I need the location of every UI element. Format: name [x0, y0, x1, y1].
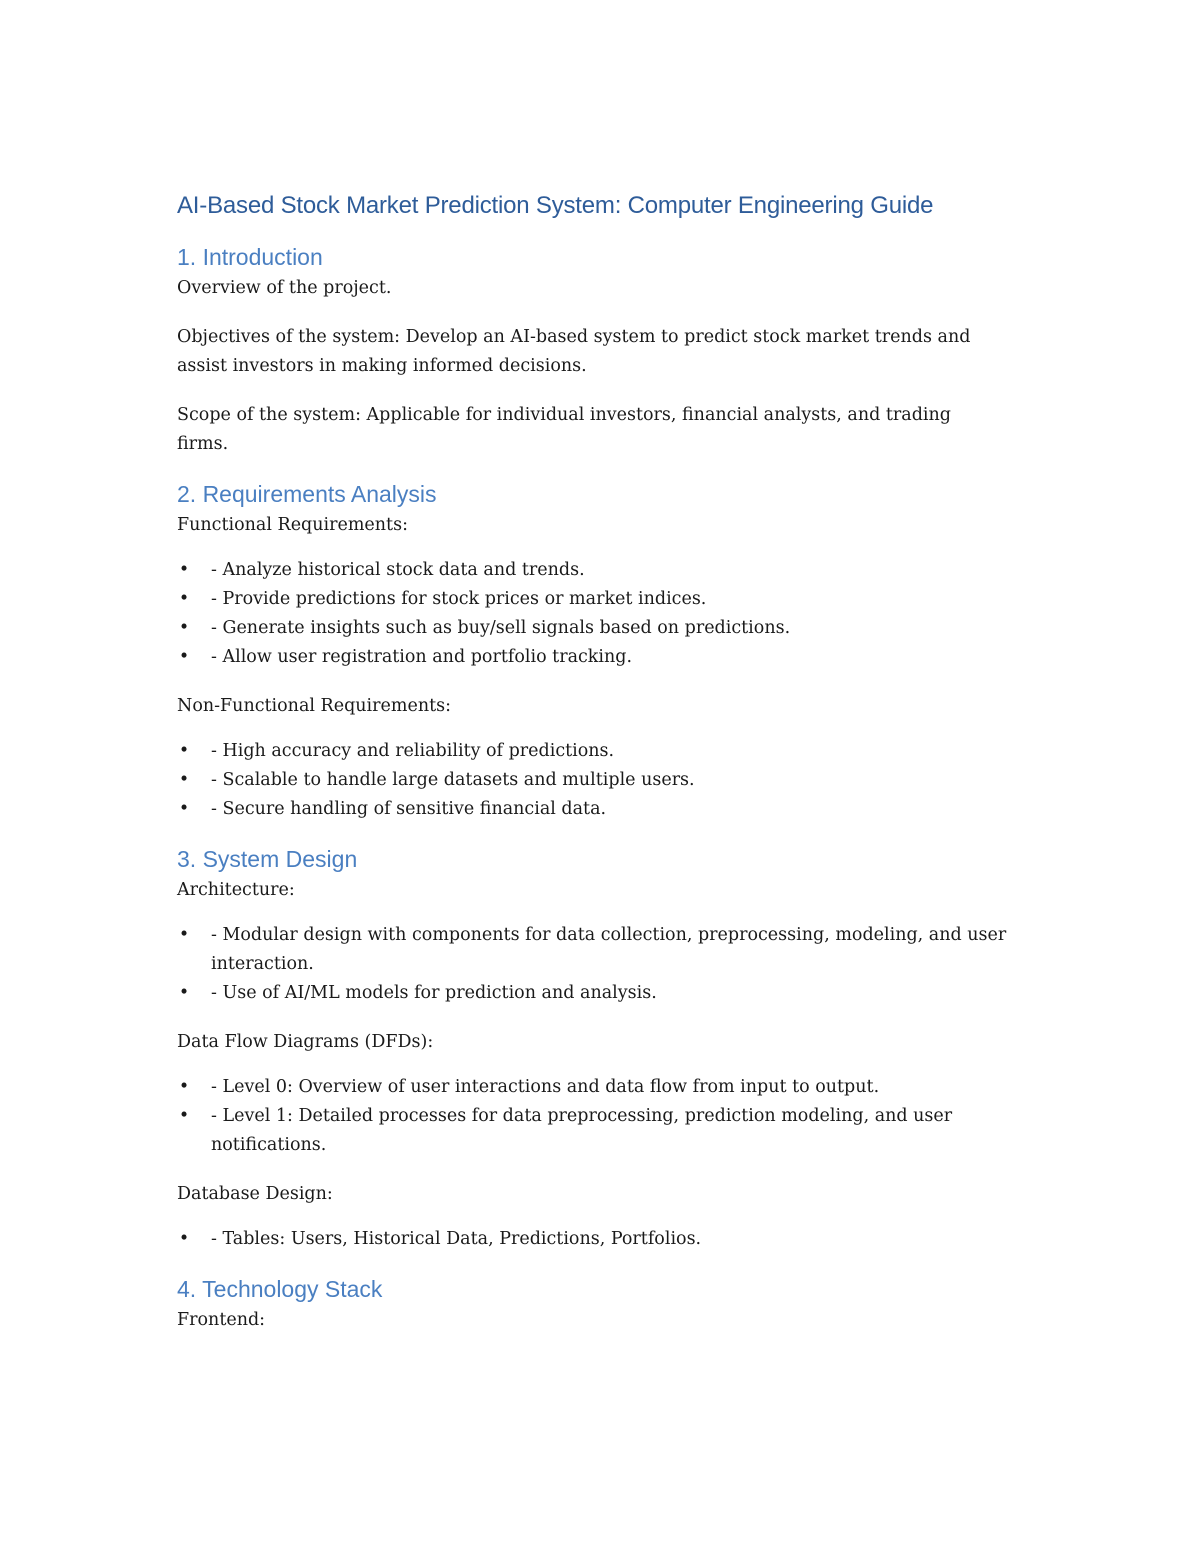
list-item: [177, 979, 1007, 1008]
database-design-label: Database Design:: [177, 1184, 333, 1204]
list-item: [177, 921, 1007, 979]
intro-scope: Scope of the system: Applicable for individual investors, financial analysts, and trading firms.: [177, 405, 951, 454]
list-item: [177, 1225, 1007, 1254]
list-item-text: - Scalable to handle large datasets and multiple users.: [211, 770, 695, 790]
frontend-label: Frontend:: [177, 1310, 266, 1330]
bullet-icon: •: [178, 560, 190, 580]
bullet-icon: •: [178, 1077, 190, 1097]
bullet-icon: •: [178, 1229, 190, 1249]
section-heading-technology-stack: 4. Technology Stack: [177, 1276, 383, 1302]
list-item-text: - Level 0: Overview of user interactions and data flow from input to output.: [211, 1077, 880, 1097]
bullet-icon: •: [178, 983, 190, 1003]
list-item-text: - High accuracy and reliability of predictions.: [211, 741, 615, 761]
section-heading-system-design: 3. System Design: [177, 846, 358, 872]
list-item-text: - Analyze historical stock data and trends.: [211, 560, 585, 580]
list-item-text: - Provide predictions for stock prices or market indices.: [211, 589, 707, 609]
functional-requirements-label: Functional Requirements:: [177, 515, 408, 535]
architecture-list: [177, 921, 1007, 1008]
database-design-list: [177, 1225, 1007, 1254]
bullet-icon: •: [178, 925, 190, 945]
list-item-text: - Use of AI/ML models for prediction and analysis.: [211, 983, 657, 1003]
bullet-icon: •: [178, 741, 190, 761]
section-requirements: [177, 479, 1007, 824]
list-item-text: - Allow user registration and portfolio tracking.: [211, 647, 633, 667]
list-item: [177, 795, 1007, 824]
list-item: [177, 737, 1007, 766]
list-item: [177, 1102, 1007, 1160]
document-title: AI-Based Stock Market Prediction System: Computer Engineering Guide: [177, 192, 934, 219]
list-item-text: - Generate insights such as buy/sell signals based on predictions.: [211, 618, 791, 638]
intro-overview: Overview of the project.: [177, 278, 392, 298]
list-item: [177, 766, 1007, 795]
bullet-icon: •: [178, 799, 190, 819]
list-item: [177, 556, 1007, 585]
list-item: [177, 614, 1007, 643]
list-item: [177, 585, 1007, 614]
document-body: [177, 190, 1007, 1351]
bullet-icon: •: [178, 1106, 190, 1126]
bullet-icon: •: [178, 589, 190, 609]
dfd-label: Data Flow Diagrams (DFDs):: [177, 1032, 434, 1052]
nonfunctional-requirements-list: [177, 737, 1007, 824]
nonfunctional-requirements-label: Non-Functional Requirements:: [177, 696, 452, 716]
list-item-text: - Tables: Users, Historical Data, Predictions, Portfolios.: [211, 1229, 702, 1249]
intro-objectives: Objectives of the system: Develop an AI-based system to predict stock market trends and assist investors in making informed decisions.: [177, 327, 971, 376]
list-item-text: - Level 1: Detailed processes for data preprocessing, prediction modeling, and user notifications.: [211, 1106, 953, 1155]
dfd-list: [177, 1073, 1007, 1160]
list-item-text: - Secure handling of sensitive financial data.: [211, 799, 607, 819]
architecture-label: Architecture:: [177, 880, 295, 900]
list-item-text: - Modular design with components for data collection, preprocessing, modeling, and user interaction.: [211, 925, 1007, 974]
list-item: [177, 643, 1007, 672]
list-item: [177, 1073, 1007, 1102]
bullet-icon: •: [178, 647, 190, 667]
bullet-icon: •: [178, 770, 190, 790]
section-system-design: [177, 844, 1007, 1254]
bullet-icon: •: [178, 618, 190, 638]
section-technology-stack: [177, 1274, 1007, 1335]
functional-requirements-list: [177, 556, 1007, 672]
section-heading-requirements: 2. Requirements Analysis: [177, 481, 437, 507]
section-heading-introduction: 1. Introduction: [177, 244, 323, 270]
section-introduction: [177, 242, 1007, 459]
